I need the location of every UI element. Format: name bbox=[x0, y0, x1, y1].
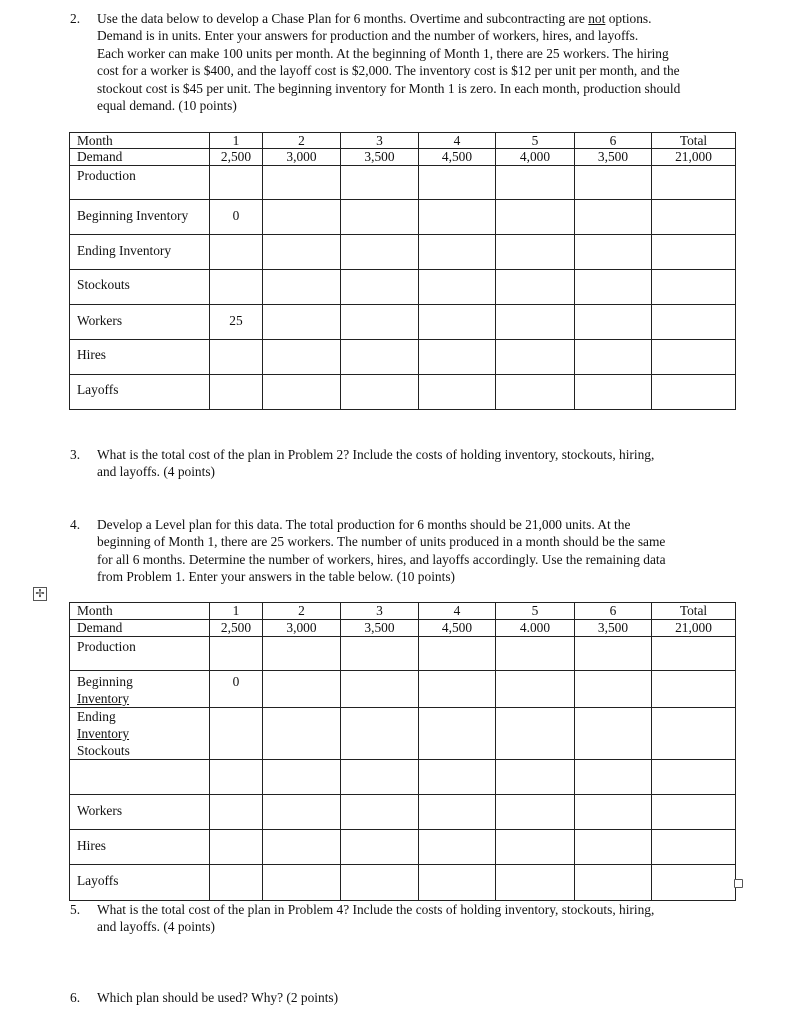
header-month-6: 6 bbox=[575, 133, 652, 149]
answer-cell[interactable] bbox=[419, 375, 496, 410]
question-number: 4. bbox=[70, 517, 81, 532]
row-label-layoffs: Layoffs bbox=[70, 375, 210, 410]
answer-cell[interactable] bbox=[575, 270, 652, 305]
demand-cell: 3,000 bbox=[263, 620, 341, 637]
header-month-5: 5 bbox=[496, 603, 575, 620]
header-month-2: 2 bbox=[263, 603, 341, 620]
level-plan-table bbox=[69, 602, 736, 901]
row-label-beginning-inventory: Beginning Inventory bbox=[70, 200, 210, 235]
answer-cell[interactable] bbox=[496, 795, 575, 830]
answer-cell[interactable] bbox=[652, 270, 736, 305]
header-month: Month bbox=[70, 133, 210, 149]
question-number: 2. bbox=[70, 11, 81, 26]
answer-cell[interactable] bbox=[575, 200, 652, 235]
answer-cell[interactable] bbox=[419, 637, 496, 671]
header-month-6: 6 bbox=[575, 603, 652, 620]
move-icon[interactable]: ✢ bbox=[33, 587, 47, 601]
demand-cell: 3,500 bbox=[341, 149, 419, 166]
question-text: Develop a Level plan for this data. The total production for 6 months should be 21,000 units. At the beginning of Month 1, there are 25 workers. The number of units produced in a month should be the same for all 6 months. Determine the number of workers, hires, and layoffs accordingly. Use the remaining data from Problem 1. Enter your answers in the table below. (10 points) bbox=[97, 517, 666, 585]
answer-cell[interactable] bbox=[210, 637, 263, 671]
demand-total: 21,000 bbox=[652, 620, 736, 637]
answer-cell[interactable] bbox=[341, 708, 419, 760]
question-number: 3. bbox=[70, 447, 81, 462]
header-month-3: 3 bbox=[341, 603, 419, 620]
chase-plan-table bbox=[69, 132, 736, 410]
answer-cell[interactable] bbox=[652, 340, 736, 375]
row-label-production: Production bbox=[70, 166, 210, 200]
answer-cell[interactable] bbox=[210, 340, 263, 375]
answer-cell[interactable] bbox=[210, 760, 263, 795]
answer-cell[interactable] bbox=[652, 375, 736, 410]
answer-cell[interactable] bbox=[263, 637, 341, 671]
answer-cell[interactable] bbox=[496, 340, 575, 375]
answer-cell[interactable] bbox=[210, 166, 263, 200]
answer-cell[interactable] bbox=[419, 795, 496, 830]
answer-cell[interactable] bbox=[496, 760, 575, 795]
answer-cell[interactable] bbox=[341, 340, 419, 375]
answer-cell[interactable] bbox=[575, 795, 652, 830]
answer-cell[interactable] bbox=[652, 166, 736, 200]
answer-cell[interactable] bbox=[652, 637, 736, 671]
answer-cell[interactable] bbox=[652, 235, 736, 270]
answer-cell[interactable] bbox=[263, 865, 341, 901]
answer-cell[interactable] bbox=[496, 865, 575, 901]
blank-label-cell bbox=[70, 760, 210, 795]
answer-cell[interactable] bbox=[652, 200, 736, 235]
answer-cell[interactable] bbox=[419, 200, 496, 235]
answer-cell[interactable] bbox=[419, 708, 496, 760]
answer-cell[interactable] bbox=[575, 340, 652, 375]
question-number: 6. bbox=[70, 990, 81, 1005]
row-label-hires: Hires bbox=[70, 340, 210, 375]
answer-cell[interactable] bbox=[341, 865, 419, 901]
header-month-3: 3 bbox=[341, 133, 419, 149]
demand-cell: 3,500 bbox=[575, 149, 652, 166]
row-label-layoffs: Layoffs bbox=[70, 865, 210, 901]
answer-cell[interactable] bbox=[575, 235, 652, 270]
answer-cell[interactable] bbox=[575, 305, 652, 340]
question-4 bbox=[70, 516, 770, 588]
answer-cell[interactable] bbox=[341, 270, 419, 305]
answer-cell[interactable] bbox=[419, 671, 496, 708]
answer-cell[interactable] bbox=[210, 270, 263, 305]
answer-cell[interactable] bbox=[575, 375, 652, 410]
row-label-beginning-inventory: Beginning Inventory bbox=[70, 671, 210, 708]
row-label-workers: Workers bbox=[70, 305, 210, 340]
answer-cell[interactable] bbox=[496, 375, 575, 410]
answer-cell[interactable] bbox=[575, 865, 652, 901]
answer-cell[interactable] bbox=[263, 671, 341, 708]
row-label-demand: Demand bbox=[70, 149, 210, 166]
header-month-2: 2 bbox=[263, 133, 341, 149]
demand-cell: 4,000 bbox=[496, 149, 575, 166]
answer-cell[interactable] bbox=[263, 760, 341, 795]
row-label-hires: Hires bbox=[70, 830, 210, 865]
header-total: Total bbox=[652, 133, 736, 149]
answer-cell[interactable] bbox=[419, 305, 496, 340]
answer-cell[interactable] bbox=[210, 375, 263, 410]
header-month-5: 5 bbox=[496, 133, 575, 149]
answer-cell[interactable] bbox=[652, 795, 736, 830]
answer-cell[interactable] bbox=[419, 760, 496, 795]
answer-cell[interactable] bbox=[341, 830, 419, 865]
answer-cell[interactable] bbox=[341, 671, 419, 708]
answer-cell[interactable] bbox=[263, 795, 341, 830]
answer-cell[interactable] bbox=[575, 760, 652, 795]
question-number: 5. bbox=[70, 902, 81, 917]
beginning-inventory-m1: 0 bbox=[210, 200, 263, 235]
question-text: What is the total cost of the plan in Problem 2? Include the costs of holding inventory, stockouts, hiring, and layoffs. (4 points) bbox=[97, 447, 655, 480]
demand-cell: 3,500 bbox=[341, 620, 419, 637]
answer-cell[interactable] bbox=[575, 637, 652, 671]
answer-cell[interactable] bbox=[652, 865, 736, 901]
demand-cell: 3,000 bbox=[263, 149, 341, 166]
answer-cell[interactable] bbox=[575, 671, 652, 708]
question-6 bbox=[70, 989, 770, 1007]
header-total: Total bbox=[652, 603, 736, 620]
answer-cell[interactable] bbox=[263, 200, 341, 235]
question-text: What is the total cost of the plan in Problem 4? Include the costs of holding inventory, stockouts, hiring, and layoffs. (4 points) bbox=[97, 902, 655, 935]
answer-cell[interactable] bbox=[263, 305, 341, 340]
answer-cell[interactable] bbox=[341, 235, 419, 270]
answer-cell[interactable] bbox=[210, 795, 263, 830]
answer-cell[interactable] bbox=[341, 200, 419, 235]
answer-cell[interactable] bbox=[496, 305, 575, 340]
header-month-1: 1 bbox=[210, 133, 263, 149]
answer-cell[interactable] bbox=[263, 166, 341, 200]
answer-cell[interactable] bbox=[263, 235, 341, 270]
question-text: Use the data below to develop a Chase Plan for 6 months. Overtime and subcontracting are not options. Demand is in units. Enter your answers for production and the number of workers, hires, and layoffs. Each worker can make 100 units per month. At the beginning of Month 1, there are 25 workers. The hiring cost for a worker is $400, and the layoff cost is $2,000. The inventory cost is $12 per unit per month, and the stockout cost is $45 per unit. The beginning inventory for Month 1 is zero. In each month, production should equal demand. (10 points) bbox=[97, 11, 681, 114]
answer-cell[interactable] bbox=[263, 340, 341, 375]
header-month-4: 4 bbox=[419, 133, 496, 149]
answer-cell[interactable] bbox=[210, 708, 263, 760]
demand-cell: 4,500 bbox=[419, 149, 496, 166]
answer-cell[interactable] bbox=[496, 166, 575, 200]
answer-cell[interactable] bbox=[341, 795, 419, 830]
answer-cell[interactable] bbox=[210, 235, 263, 270]
demand-cell: 2,500 bbox=[210, 149, 263, 166]
demand-cell: 4.000 bbox=[496, 620, 575, 637]
answer-cell[interactable] bbox=[419, 830, 496, 865]
answer-cell[interactable] bbox=[496, 708, 575, 760]
header-month-4: 4 bbox=[419, 603, 496, 620]
workers-m1: 25 bbox=[210, 305, 263, 340]
answer-cell[interactable] bbox=[210, 830, 263, 865]
question-2 bbox=[70, 10, 770, 116]
answer-cell[interactable] bbox=[341, 760, 419, 795]
demand-cell: 4,500 bbox=[419, 620, 496, 637]
row-label-demand: Demand bbox=[70, 620, 210, 637]
answer-cell[interactable] bbox=[419, 235, 496, 270]
answer-cell[interactable] bbox=[210, 865, 263, 901]
row-label-workers: Workers bbox=[70, 795, 210, 830]
answer-cell[interactable] bbox=[419, 340, 496, 375]
header-month-1: 1 bbox=[210, 603, 263, 620]
answer-cell[interactable] bbox=[496, 830, 575, 865]
row-label-ending-inventory: Ending Inventory bbox=[70, 235, 210, 270]
question-text: Which plan should be used? Why? (2 points) bbox=[97, 990, 339, 1005]
answer-cell[interactable] bbox=[263, 375, 341, 410]
beginning-inventory-m1: 0 bbox=[210, 671, 263, 708]
answer-cell[interactable] bbox=[341, 375, 419, 410]
answer-cell[interactable] bbox=[263, 708, 341, 760]
answer-cell[interactable] bbox=[496, 637, 575, 671]
row-label-production: Production bbox=[70, 637, 210, 671]
answer-cell[interactable] bbox=[496, 235, 575, 270]
row-label-ending-inventory-stockouts: Ending Inventory Stockouts bbox=[70, 708, 210, 760]
answer-cell[interactable] bbox=[419, 166, 496, 200]
demand-cell: 2,500 bbox=[210, 620, 263, 637]
answer-cell[interactable] bbox=[652, 760, 736, 795]
row-label-stockouts: Stockouts bbox=[70, 270, 210, 305]
answer-cell[interactable] bbox=[341, 637, 419, 671]
answer-cell[interactable] bbox=[496, 671, 575, 708]
answer-cell[interactable] bbox=[652, 305, 736, 340]
question-5 bbox=[70, 901, 770, 937]
answer-cell[interactable] bbox=[496, 270, 575, 305]
answer-cell[interactable] bbox=[419, 865, 496, 901]
answer-cell[interactable] bbox=[263, 270, 341, 305]
answer-cell[interactable] bbox=[496, 200, 575, 235]
demand-cell: 3,500 bbox=[575, 620, 652, 637]
question-3 bbox=[70, 446, 770, 482]
answer-cell[interactable] bbox=[575, 708, 652, 760]
answer-cell[interactable] bbox=[652, 830, 736, 865]
resize-icon[interactable] bbox=[734, 879, 743, 888]
answer-cell[interactable] bbox=[575, 166, 652, 200]
answer-cell[interactable] bbox=[419, 270, 496, 305]
answer-cell[interactable] bbox=[263, 830, 341, 865]
answer-cell[interactable] bbox=[341, 305, 419, 340]
answer-cell[interactable] bbox=[652, 671, 736, 708]
answer-cell[interactable] bbox=[341, 166, 419, 200]
answer-cell[interactable] bbox=[652, 708, 736, 760]
header-month: Month bbox=[70, 603, 210, 620]
demand-total: 21,000 bbox=[652, 149, 736, 166]
answer-cell[interactable] bbox=[575, 830, 652, 865]
